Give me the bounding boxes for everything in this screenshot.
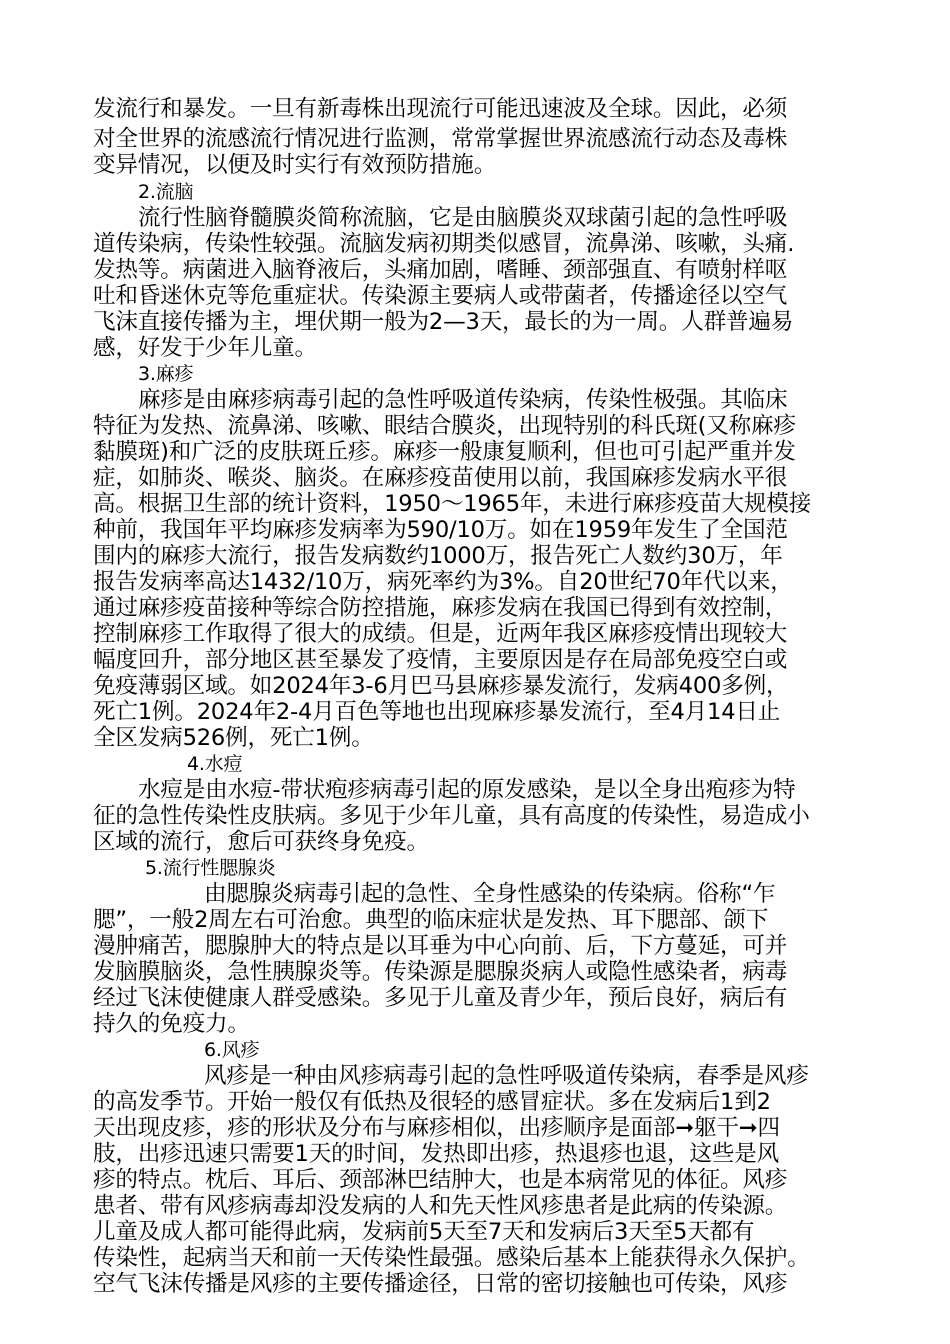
- section-heading: 3.麻疹: [138, 363, 194, 385]
- paragraph-line: 肢，出疹迅速只需要1天的时间，发热即出疹，热退疹也退，这些是风: [93, 1141, 779, 1167]
- paragraph-line: 腮”，一般2周左右可治愈。典型的临床症状是发热、耳下腮部、颌下: [93, 907, 769, 933]
- section-heading: 6.风疹: [204, 1039, 260, 1061]
- paragraph-line: 疹的特点。枕后、耳后、颈部淋巴结肿大，也是本病常见的体征。风疹: [93, 1167, 788, 1193]
- paragraph-line: 免疫薄弱区域。如2024年3-6月巴马县麻疹暴发流行，发病400多例，: [93, 673, 789, 699]
- paragraph-line: 高。根据卫生部的统计资料，1950～1965年，未进行麻疹疫苗大规模接: [93, 491, 812, 517]
- paragraph-line: 报告发病率高达1432/10万，病死率约为3%。自20世纪70年代以来，: [93, 569, 793, 595]
- paragraph-line: 发脑膜脑炎，急性胰腺炎等。传染源是腮腺炎病人或隐性感染者，病毒: [93, 959, 788, 985]
- paragraph-line: 风疹是一种由风疹病毒引起的急性呼吸道传染病，春季是风疹: [204, 1063, 809, 1089]
- paragraph-line: 感，好发于少年儿童。: [93, 335, 317, 361]
- paragraph-line: 幅度回升，部分地区甚至暴发了疫情，主要原因是存在局部免疫空白或: [93, 647, 788, 673]
- section-heading: 4.水痘: [187, 753, 243, 775]
- paragraph-line: 发流行和暴发。一旦有新毒株出现流行可能迅速波及全球。因此，必须: [93, 96, 788, 122]
- paragraph-line: 空气飞沫传播是风疹的主要传播途径，日常的密切接触也可传染，风疹: [93, 1271, 788, 1297]
- paragraph-line: 特征为发热、流鼻涕、咳嗽、眼结合膜炎，出现特别的科氏斑(又称麻疹: [93, 413, 796, 439]
- paragraph-line: 漫肿痛苦，腮腺肿大的特点是以耳垂为中心向前、后，下方蔓延，可并: [93, 933, 788, 959]
- paragraph-line: 传染性，起病当天和前一天传染性最强。感染后基本上能获得永久保护。: [93, 1245, 810, 1271]
- paragraph-line: 通过麻疹疫苗接种等综合防控措施，麻疹发病在我国已得到有效控制，: [93, 595, 788, 621]
- paragraph-line: 由腮腺炎病毒引起的急性、全身性感染的传染病。俗称“乍: [204, 881, 776, 907]
- paragraph-line: 道传染病，传染性较强。流脑发病初期类似感冒，流鼻涕、咳嗽，头痛.: [93, 231, 795, 257]
- paragraph-line: 流行性脑脊髓膜炎简称流脑，它是由脑膜炎双球菌引起的急性呼吸: [138, 205, 788, 231]
- paragraph-line: 区域的流行，愈后可获终身免疫。: [93, 829, 429, 855]
- paragraph-line: 种前，我国年平均麻疹发病率为590/10万。如在1959年发生了全国范: [93, 517, 788, 543]
- paragraph-line: 围内的麻疹大流行，报告发病数约1000万，报告死亡人数约30万，年: [93, 543, 783, 569]
- paragraph-line: 天出现皮疹，疹的形状及分布与麻疹相似，出疹顺序是面部➞躯干➞四: [93, 1115, 780, 1141]
- paragraph-line: 征的急性传染性皮肤病。多见于少年儿童，具有高度的传染性，易造成小: [93, 803, 810, 829]
- paragraph-line: 变异情况，以便及时实行有效预防措施。: [93, 152, 497, 178]
- section-heading: 2.流脑: [138, 181, 194, 203]
- paragraph-line: 的高发季节。开始一般仅有低热及很轻的感冒症状。多在发病后1到2: [93, 1089, 771, 1115]
- paragraph-line: 全区发病526例，死亡1例。: [93, 725, 374, 751]
- paragraph-line: 飞沫直接传播为主，埋伏期一般为2—3天，最长的为一周。人群普遍易: [93, 309, 794, 335]
- paragraph-line: 症，如肺炎、喉炎、脑炎。在麻疹疫苗使用以前，我国麻疹发病水平很: [93, 465, 788, 491]
- paragraph-line: 经过飞沫使健康人群受感染。多见于儿童及青少年，预后良好，病后有: [93, 985, 788, 1011]
- paragraph-line: 吐和昏迷休克等危重症状。传染源主要病人或带菌者，传播途径以空气: [93, 283, 788, 309]
- paragraph-line: 对全世界的流感流行情况进行监测，常常掌握世界流感流行动态及毒株: [93, 126, 788, 152]
- paragraph-line: 发热等。病菌进入脑脊液后，头痛加剧，嗜睡、颈部强直、有喷射样呕: [93, 257, 788, 283]
- paragraph-line: 控制麻疹工作取得了很大的成绩。但是，近两年我区麻疹疫情出现较大: [93, 621, 788, 647]
- paragraph-line: 麻疹是由麻疹病毒引起的急性呼吸道传染病，传染性极强。其临床: [138, 387, 788, 413]
- paragraph-line: 持久的免疫力。: [93, 1011, 250, 1037]
- paragraph-line: 儿童及成人都可能得此病，发病前5天至7天和发病后3天至5天都有: [93, 1219, 755, 1245]
- paragraph-line: 患者、带有风疹病毒却没发病的人和先天性风疹患者是此病的传染源。: [93, 1193, 788, 1219]
- paragraph-line: 死亡1例。2024年2-4月百色等地也出现麻疹暴发流行，至4月14日止: [93, 699, 781, 725]
- section-heading: 5.流行性腮腺炎: [145, 857, 276, 879]
- paragraph-line: 黏膜斑)和广泛的皮肤斑丘疹。麻疹一般康复顺利，但也可引起严重并发: [93, 439, 796, 465]
- paragraph-line: 水痘是由水痘-带状疱疹病毒引起的原发感染，是以全身出疱疹为特: [138, 777, 796, 803]
